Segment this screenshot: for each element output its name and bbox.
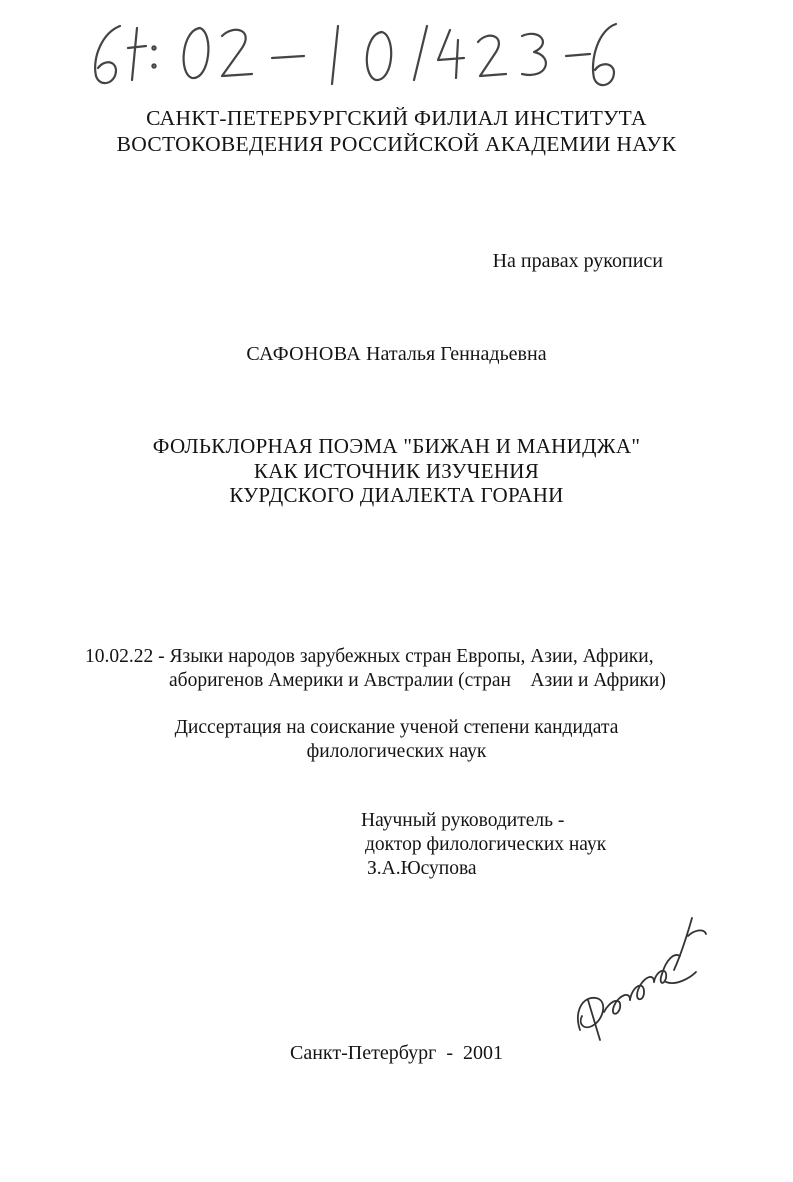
supervisor-name: З.А.Юсупова	[367, 858, 477, 879]
supervisor-label: Научный руководитель -	[361, 810, 565, 831]
degree-statement	[0, 716, 793, 764]
place-and-year: Санкт-Петербург - 2001	[290, 1042, 503, 1064]
institution-line-2: ВОСТОКОВЕДЕНИЯ РОССИЙСКОЙ АКАДЕМИИ НАУК	[116, 132, 677, 156]
supervisor-title: доктор филологических наук	[365, 834, 607, 855]
title-line-3: КУРДСКОГО ДИАЛЕКТА ГОРАНИ	[229, 483, 564, 507]
degree-line-1: Диссертация на соискание ученой степени кандидата	[174, 717, 619, 738]
specialty-name-line-1: Языки народов зарубежных стран Европы, Азии, Африки,	[169, 646, 654, 667]
degree-line-2: филологических наук	[306, 741, 487, 762]
institution-line-1: САНКТ-ПЕТЕРБУРГСКИЙ ФИЛИАЛ ИНСТИТУТА	[146, 106, 647, 130]
author-given-names: Наталья Геннадьевна	[366, 343, 547, 365]
specialty-name-line-2: аборигенов Америки и Австралии (стран Азии и Африки)	[169, 670, 666, 691]
author-surname: САФОНОВА	[246, 343, 362, 365]
title-line-1: ФОЛЬКЛОРНАЯ ПОЭМА "БИЖАН И МАНИДЖА"	[152, 434, 641, 458]
signature-handwriting	[570, 912, 710, 1047]
supervisor-block	[361, 809, 681, 881]
archive-code-handwriting	[82, 18, 622, 98]
rights-note: На правах рукописи	[492, 250, 663, 272]
specialty-line-1	[85, 645, 725, 669]
specialty-separator: -	[158, 646, 165, 667]
institution-name	[0, 105, 793, 157]
author-name	[0, 341, 793, 367]
specialty-code: 10.02.22	[85, 646, 154, 667]
dissertation-title	[0, 434, 793, 508]
handwritten-archive-code	[82, 18, 622, 98]
author-signature	[570, 912, 710, 1047]
specialty	[85, 645, 725, 693]
title-line-2: КАК ИСТОЧНИК ИЗУЧЕНИЯ	[253, 458, 540, 483]
